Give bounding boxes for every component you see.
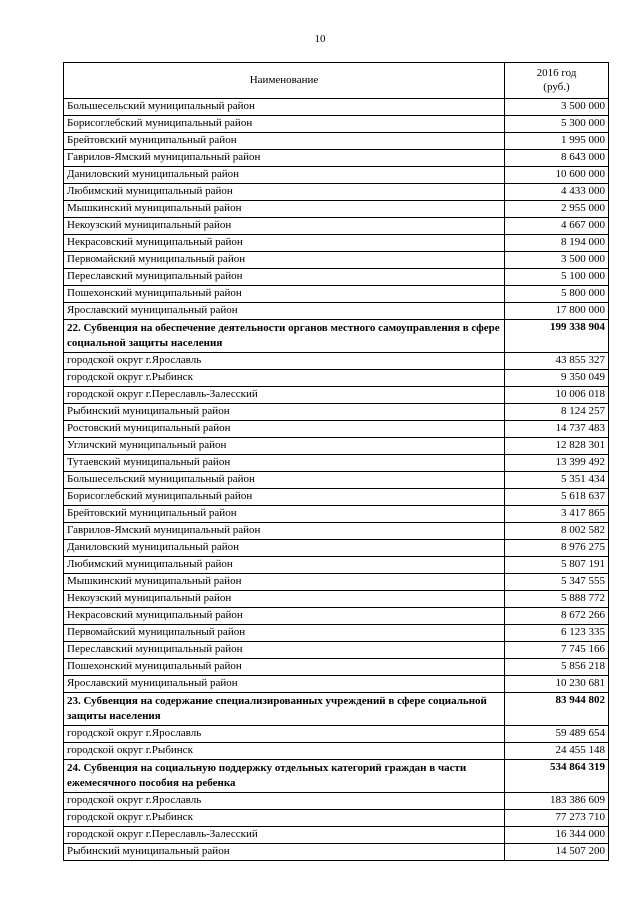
table-row	[64, 827, 609, 844]
table-row	[64, 608, 609, 625]
row-amount: 6 123 335	[505, 625, 609, 642]
row-amount: 12 828 301	[505, 438, 609, 455]
row-amount: 5 888 772	[505, 591, 609, 608]
row-amount: 14 507 200	[505, 844, 609, 861]
row-amount: 183 386 609	[505, 793, 609, 810]
row-name: Переславский муниципальный район	[64, 269, 505, 286]
row-amount: 77 273 710	[505, 810, 609, 827]
table-row	[64, 150, 609, 167]
row-name: Мышкинский муниципальный район	[64, 574, 505, 591]
row-amount: 5 800 000	[505, 286, 609, 303]
row-name: Рыбинский муниципальный район	[64, 404, 505, 421]
section-title: 23. Субвенция на содержание специализированных учреждений в сфере социальной защиты населения	[64, 693, 505, 726]
row-name: Любимский муниципальный район	[64, 184, 505, 201]
table-row	[64, 353, 609, 370]
table-row	[64, 438, 609, 455]
table-row	[64, 116, 609, 133]
row-name: Большесельский муниципальный район	[64, 99, 505, 116]
table-row	[64, 99, 609, 116]
table-row	[64, 201, 609, 218]
table-row	[64, 269, 609, 286]
table-row	[64, 523, 609, 540]
row-name: Гаврилов-Ямский муниципальный район	[64, 523, 505, 540]
section-row	[64, 760, 609, 793]
row-amount: 5 807 191	[505, 557, 609, 574]
table-row	[64, 455, 609, 472]
row-amount: 8 002 582	[505, 523, 609, 540]
row-amount: 5 618 637	[505, 489, 609, 506]
row-name: Борисоглебский муниципальный район	[64, 116, 505, 133]
row-name: городской округ г.Переславль-Залесский	[64, 387, 505, 404]
table-row	[64, 726, 609, 743]
table-row	[64, 625, 609, 642]
row-amount: 14 737 483	[505, 421, 609, 438]
row-name: Пошехонский муниципальный район	[64, 659, 505, 676]
table-row	[64, 404, 609, 421]
table-row	[64, 252, 609, 269]
row-amount: 17 800 000	[505, 303, 609, 320]
row-amount: 13 399 492	[505, 455, 609, 472]
table-row	[64, 133, 609, 150]
row-amount: 8 672 266	[505, 608, 609, 625]
row-amount: 10 230 681	[505, 676, 609, 693]
row-name: Некоузский муниципальный район	[64, 591, 505, 608]
subvention-table	[63, 62, 609, 861]
table-row	[64, 235, 609, 252]
column-header-year: 2016 год	[536, 67, 577, 79]
row-name: Ростовский муниципальный район	[64, 421, 505, 438]
row-amount: 5 351 434	[505, 472, 609, 489]
table-row	[64, 167, 609, 184]
row-name: Первомайский муниципальный район	[64, 625, 505, 642]
table-row	[64, 810, 609, 827]
row-amount: 7 745 166	[505, 642, 609, 659]
table-row	[64, 218, 609, 235]
row-name: Некрасовский муниципальный район	[64, 608, 505, 625]
row-name: Пошехонский муниципальный район	[64, 286, 505, 303]
table-row	[64, 387, 609, 404]
row-name: городской округ г.Рыбинск	[64, 810, 505, 827]
row-amount: 16 344 000	[505, 827, 609, 844]
table-row	[64, 303, 609, 320]
table-row	[64, 540, 609, 557]
row-name: Тутаевский муниципальный район	[64, 455, 505, 472]
row-amount: 8 194 000	[505, 235, 609, 252]
row-name: Некрасовский муниципальный район	[64, 235, 505, 252]
row-name: Борисоглебский муниципальный район	[64, 489, 505, 506]
row-name: городской округ г.Рыбинск	[64, 743, 505, 760]
row-name: Большесельский муниципальный район	[64, 472, 505, 489]
table-row	[64, 793, 609, 810]
row-amount: 3 417 865	[505, 506, 609, 523]
row-name: Брейтовский муниципальный район	[64, 506, 505, 523]
row-name: Даниловский муниципальный район	[64, 167, 505, 184]
row-amount: 3 500 000	[505, 252, 609, 269]
row-amount: 43 855 327	[505, 353, 609, 370]
row-name: Ярославский муниципальный район	[64, 303, 505, 320]
row-amount: 8 976 275	[505, 540, 609, 557]
row-amount: 5 300 000	[505, 116, 609, 133]
row-name: Рыбинский муниципальный район	[64, 844, 505, 861]
table-row	[64, 489, 609, 506]
row-name: городской округ г.Ярославль	[64, 793, 505, 810]
row-amount: 4 433 000	[505, 184, 609, 201]
row-name: Угличский муниципальный район	[64, 438, 505, 455]
row-amount: 5 347 555	[505, 574, 609, 591]
row-name: Любимский муниципальный район	[64, 557, 505, 574]
row-amount: 4 667 000	[505, 218, 609, 235]
row-name: городской округ г.Переславль-Залесский	[64, 827, 505, 844]
column-header-amount	[505, 63, 609, 99]
row-amount: 3 500 000	[505, 99, 609, 116]
table-row	[64, 286, 609, 303]
section-row	[64, 693, 609, 726]
row-name: Мышкинский муниципальный район	[64, 201, 505, 218]
row-name: городской округ г.Ярославль	[64, 353, 505, 370]
row-name: Брейтовский муниципальный район	[64, 133, 505, 150]
table-row	[64, 472, 609, 489]
row-name: городской округ г.Рыбинск	[64, 370, 505, 387]
table-row	[64, 184, 609, 201]
column-header-unit: (руб.)	[543, 81, 570, 93]
page-number: 10	[314, 33, 326, 45]
row-amount: 2 955 000	[505, 201, 609, 218]
row-name: Гаврилов-Ямский муниципальный район	[64, 150, 505, 167]
row-amount: 5 856 218	[505, 659, 609, 676]
table-header-row	[64, 63, 609, 99]
row-name: городской округ г.Ярославль	[64, 726, 505, 743]
section-total: 199 338 904	[505, 320, 609, 353]
section-title: 22. Субвенция на обеспечение деятельности органов местного самоуправления в сфере социальной защиты населения	[64, 320, 505, 353]
row-name: Ярославский муниципальный район	[64, 676, 505, 693]
row-amount: 59 489 654	[505, 726, 609, 743]
table-row	[64, 659, 609, 676]
row-amount: 8 643 000	[505, 150, 609, 167]
row-amount: 9 350 049	[505, 370, 609, 387]
table-row	[64, 574, 609, 591]
table-row	[64, 506, 609, 523]
row-amount: 8 124 257	[505, 404, 609, 421]
table-row	[64, 676, 609, 693]
table-row	[64, 743, 609, 760]
row-name: Некоузский муниципальный район	[64, 218, 505, 235]
section-row	[64, 320, 609, 353]
row-name: Даниловский муниципальный район	[64, 540, 505, 557]
section-total: 534 864 319	[505, 760, 609, 793]
table-row	[64, 844, 609, 861]
row-name: Первомайский муниципальный район	[64, 252, 505, 269]
table-row	[64, 557, 609, 574]
table-row	[64, 642, 609, 659]
row-name: Переславский муниципальный район	[64, 642, 505, 659]
section-total: 83 944 802	[505, 693, 609, 726]
column-header-name: Наименование	[64, 63, 505, 99]
row-amount: 10 600 000	[505, 167, 609, 184]
section-title: 24. Субвенция на социальную поддержку отдельных категорий граждан в части ежемесячного пособия на ребенка	[64, 760, 505, 793]
row-amount: 10 006 018	[505, 387, 609, 404]
table-row	[64, 370, 609, 387]
table-row	[64, 421, 609, 438]
row-amount: 24 455 148	[505, 743, 609, 760]
row-amount: 1 995 000	[505, 133, 609, 150]
row-amount: 5 100 000	[505, 269, 609, 286]
table-row	[64, 591, 609, 608]
table-body	[64, 99, 609, 861]
